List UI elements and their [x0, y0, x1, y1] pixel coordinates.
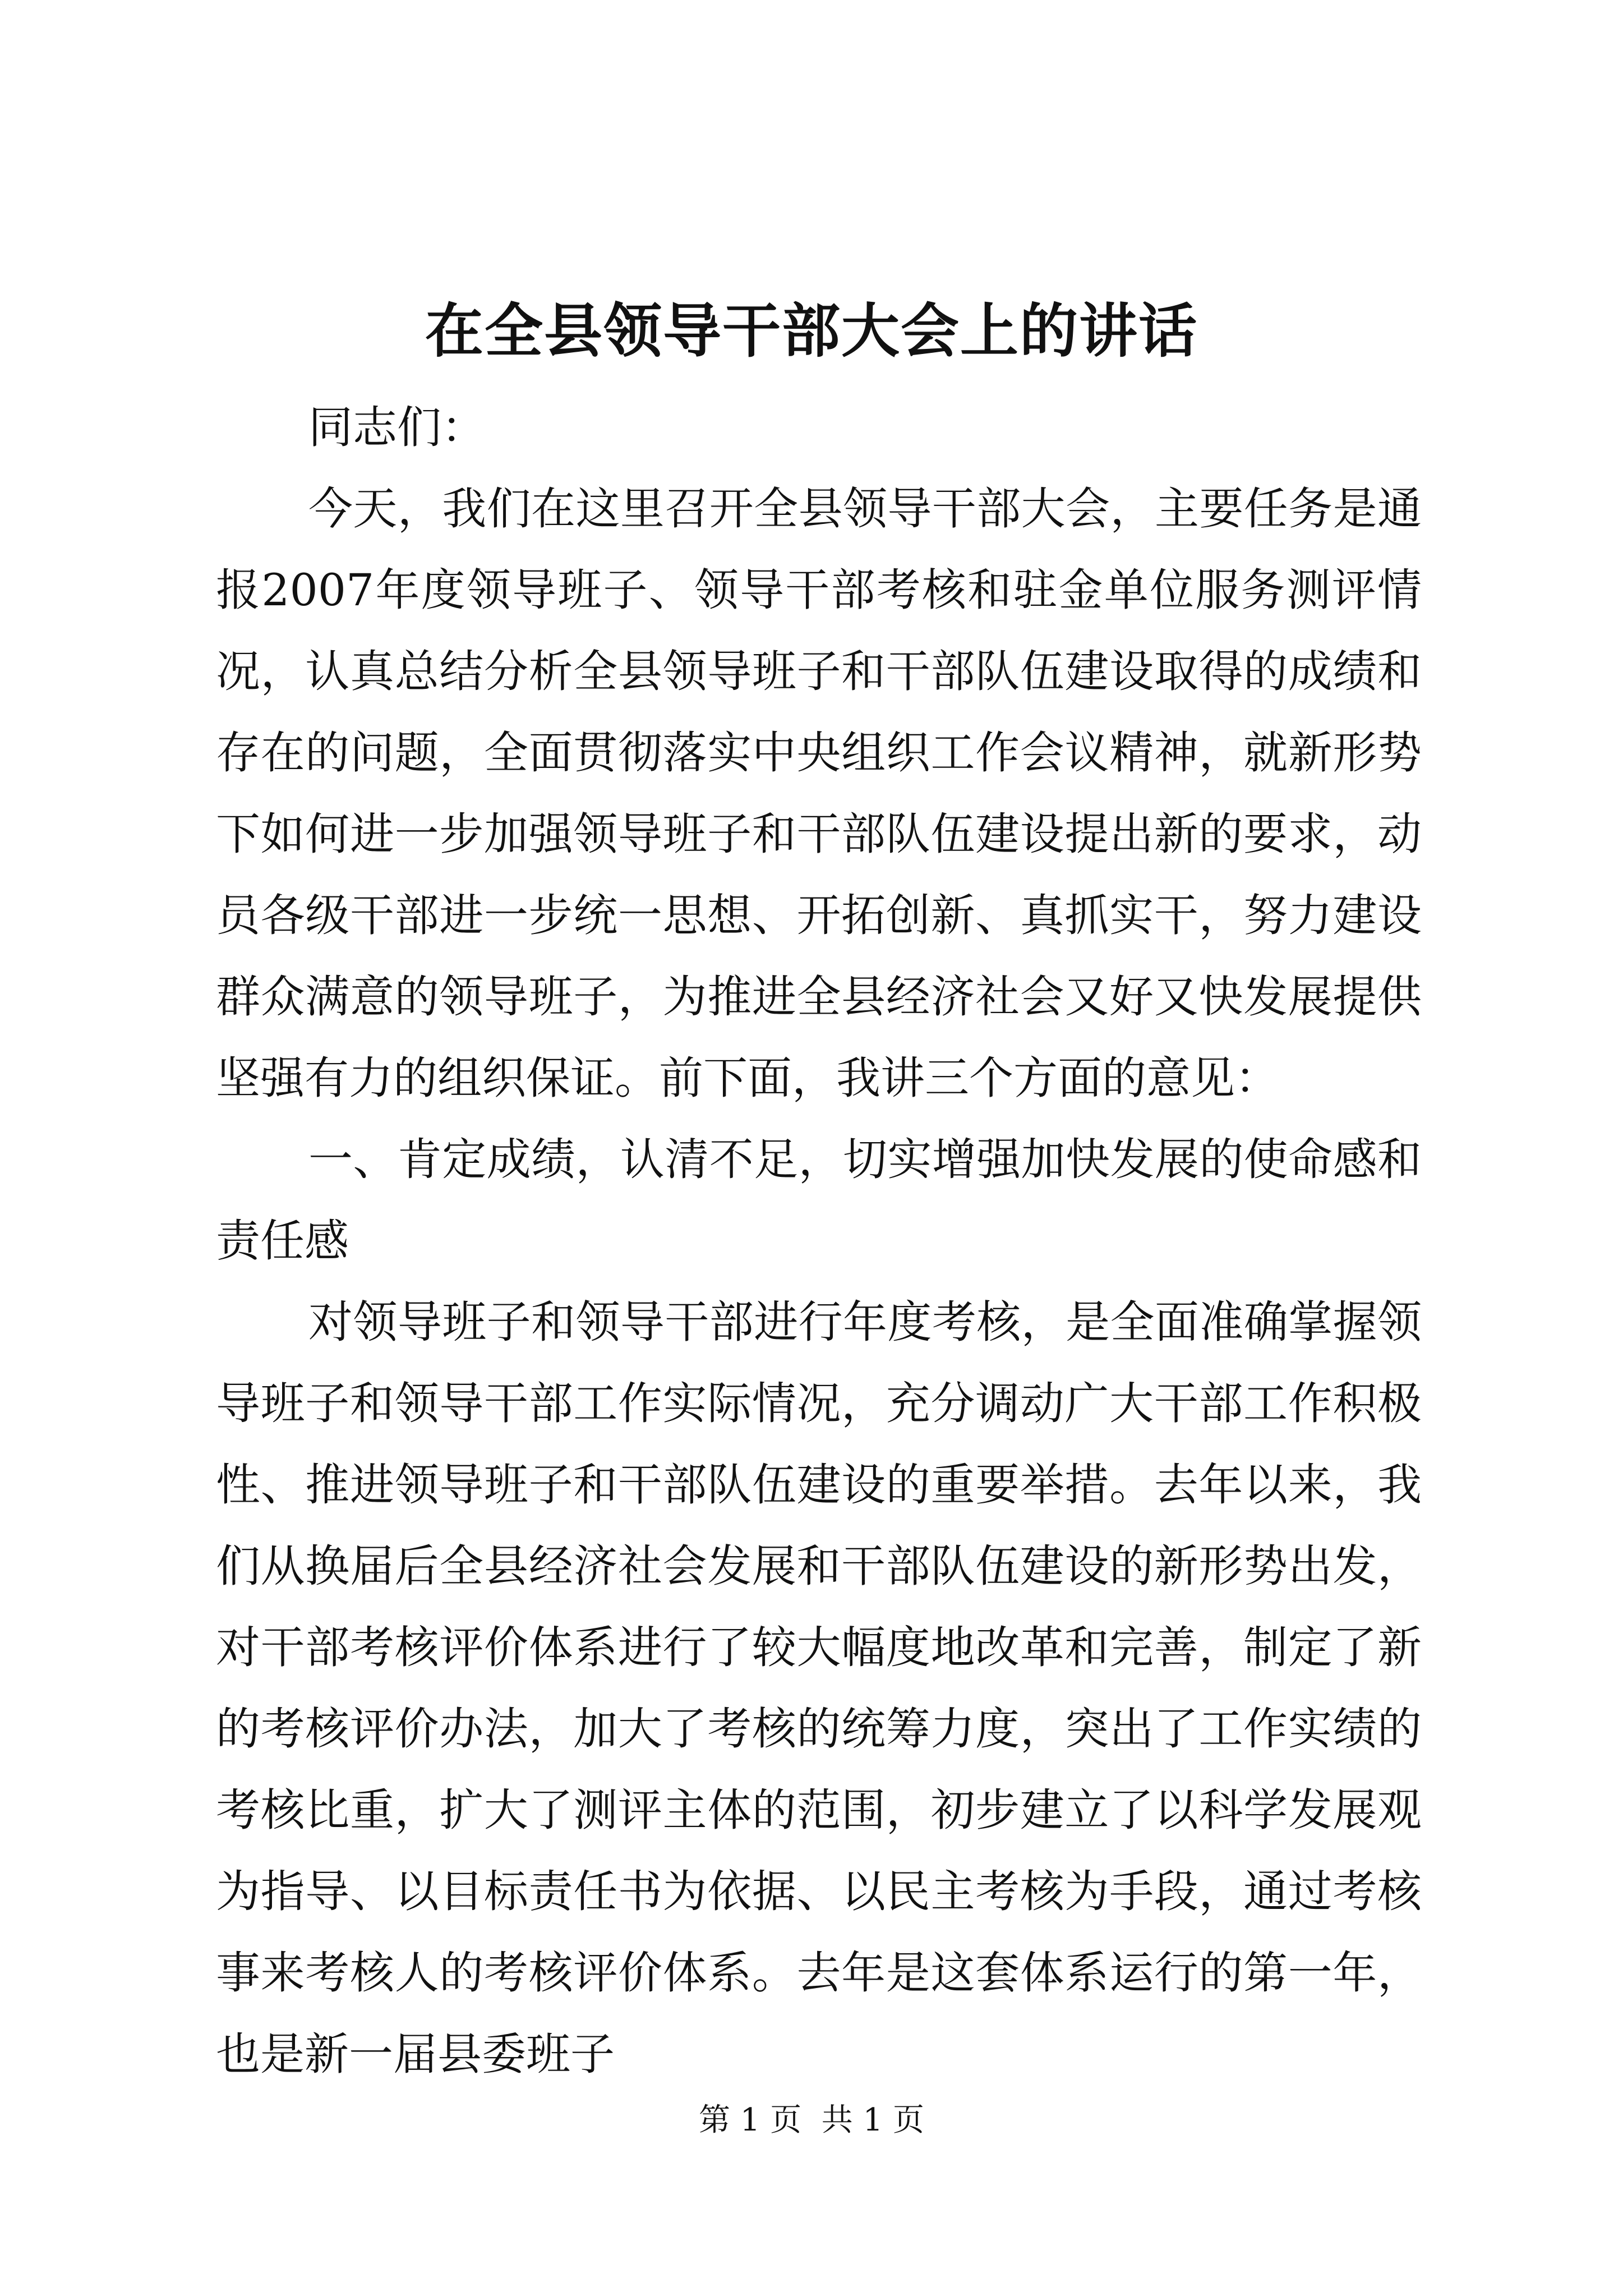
body-paragraph: 对领导班子和领导干部进行年度考核，是全面准确掌握领导班子和领导干部工作实际情况，充分调动广大干部工作积极性、推进领导班子和干部队伍建设的重要举措。去年以来，我们从换届后全县经济社会发展和干部队伍建设的新形势出发，对干部考核评价体系进行了较大幅度地改革和完善，制定了新的考核评价办法，加大了考核的统筹力度，突出了工作实绩的考核比重，扩大了测评主体的范围，初步建立了以科学发展观为指导、以目标责任书为依据、以民主考核为手段，通过考核事来考核人的考核评价体系。去年是这套体系运行的第一年，也是新一届县委班子 [216, 1296, 1422, 2080]
document-title: 在全县领导干部大会上的讲话 [425, 296, 1198, 365]
document-body [216, 387, 1422, 2095]
section-heading-1: 一、肯定成绩，认清不足，切实增强加快发展的使命感和责任感 [216, 1134, 1422, 1267]
intro-paragraph: 今天，我们在这里召开全县领导干部大会，主要任务是通报2007年度领导班子、领导干部考核和驻金单位服务测评情况，认真总结分析全县领导班子和干部队伍建设取得的成绩和存在的问题，全面贯彻落实中央组织工作会议精神，就新形势下如何进一步加强领导班子和干部队伍建设提出新的要求，动员各级干部进一步统一思想、开拓创新、真抓实干，努力建设群众满意的领导班子，为推进全县经济社会又好又快发展提供坚强有力的组织保证。前下面，我讲三个方面的意见： [216, 483, 1422, 1104]
page-footer: 第 1 页 共 1 页 [698, 2102, 925, 2138]
salutation-paragraph: 同志们： [308, 402, 486, 453]
